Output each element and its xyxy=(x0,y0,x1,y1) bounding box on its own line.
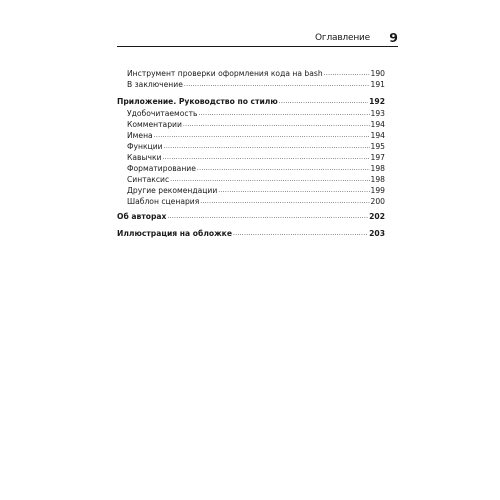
toc-entry-page: 193 xyxy=(370,109,385,118)
toc-section-page: 203 xyxy=(369,229,385,238)
dot-leader xyxy=(164,141,370,149)
toc-section-title: Приложение. Руководство по стилю xyxy=(117,97,278,106)
dot-leader xyxy=(170,174,369,182)
toc-entry-title: Другие рекомендации xyxy=(127,186,218,195)
page-header xyxy=(117,30,398,46)
running-title: Оглавление xyxy=(315,33,370,43)
toc-entry-title: Удобочитаемость xyxy=(127,109,198,118)
toc-entry-page: 198 xyxy=(370,164,385,173)
toc-entry-title: Шаблон сценария xyxy=(127,197,200,206)
toc-entry-page: 194 xyxy=(370,120,385,129)
dot-leader xyxy=(197,163,370,171)
toc-entry-page: 195 xyxy=(370,142,385,151)
toc-section-page: 192 xyxy=(369,97,385,106)
toc-entry-page: 194 xyxy=(370,131,385,140)
toc-entry-page: 200 xyxy=(370,197,385,206)
toc-section-entry xyxy=(117,211,385,223)
toc-entry-title: Форматирование xyxy=(127,164,196,173)
toc-section-entry xyxy=(117,228,385,240)
toc-section-title: Иллюстрация на обложке xyxy=(117,229,232,238)
header-rule xyxy=(117,46,398,47)
toc-entry-page: 198 xyxy=(370,175,385,184)
toc-entry-page: 197 xyxy=(370,153,385,162)
dot-leader xyxy=(279,96,368,104)
toc-entry-title: Кавычки xyxy=(127,153,162,162)
toc-entry-page: 191 xyxy=(370,80,385,89)
toc-entry-title: Синтаксис xyxy=(127,175,170,184)
dot-leader xyxy=(218,185,369,193)
dot-leader xyxy=(154,130,370,138)
toc-section-title: Об авторах xyxy=(117,212,167,221)
toc-section-page: 202 xyxy=(369,212,385,221)
toc-entry-title: Инструмент проверки оформления кода на bash xyxy=(127,69,323,78)
dot-leader xyxy=(200,196,369,204)
dot-leader xyxy=(163,152,370,160)
toc-entry-title: Функции xyxy=(127,142,163,151)
toc-entry-title: Комментарии xyxy=(127,120,182,129)
dot-leader xyxy=(167,211,368,219)
dot-leader xyxy=(184,79,370,87)
toc-section-entry xyxy=(117,96,385,108)
page-number: 9 xyxy=(389,30,398,45)
toc-entry-title: Имена xyxy=(127,131,153,140)
dot-leader xyxy=(198,108,369,116)
toc-entry xyxy=(117,196,385,208)
dot-leader xyxy=(233,228,368,236)
toc-entry-title: В заключение xyxy=(127,80,183,89)
toc-entry xyxy=(117,79,385,91)
dot-leader xyxy=(324,68,370,76)
dot-leader xyxy=(183,119,370,127)
toc-entry-page: 199 xyxy=(370,186,385,195)
toc-entry-page: 190 xyxy=(370,69,385,78)
